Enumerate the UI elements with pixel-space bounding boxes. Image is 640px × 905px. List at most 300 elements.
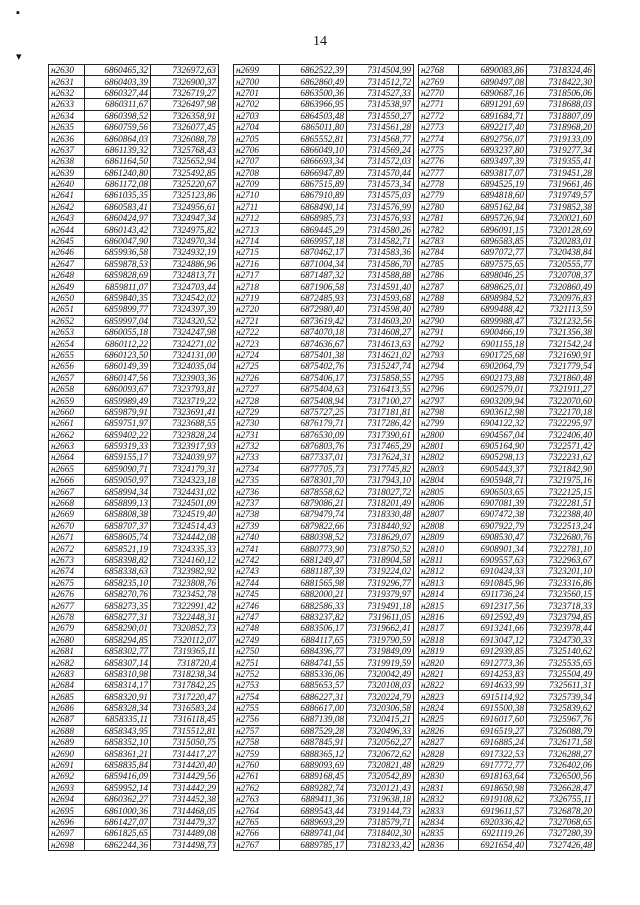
x-coordinate-cell: 6903209,94 [459,395,527,406]
y-coordinate-cell: 7322991,42 [151,600,219,611]
point-id-cell: н2719 [234,292,280,303]
point-id-cell: н2777 [419,167,459,178]
x-coordinate-cell: 6899488,42 [459,304,527,315]
x-coordinate-cell: 6886227,31 [280,691,347,702]
table-row [419,178,595,189]
x-coordinate-cell: 6905443,37 [459,463,527,474]
y-coordinate-cell: 7321232,56 [527,315,595,326]
y-coordinate-cell: 7316413,55 [347,383,414,394]
y-coordinate-cell: 7320438,84 [527,247,595,258]
x-coordinate-cell: 6875402,76 [280,361,347,372]
x-coordinate-cell: 6879479,74 [280,509,347,520]
x-coordinate-cell: 6890083,86 [459,65,527,76]
y-coordinate-cell: 7314468,05 [151,805,219,816]
x-coordinate-cell: 6859751,97 [85,418,151,429]
x-coordinate-cell: 6905298,13 [459,452,527,463]
point-id-cell: н2752 [234,668,280,679]
x-coordinate-cell: 6858605,74 [85,532,151,543]
x-coordinate-cell: 6874636,67 [280,338,347,349]
point-id-cell: н2637 [49,144,85,155]
table-row [419,190,595,201]
table-row [419,121,595,132]
table-row [419,418,595,429]
y-coordinate-cell: 7323691,41 [151,406,219,417]
table-row [419,839,595,850]
y-coordinate-cell: 7318440,92 [347,520,414,531]
table-row [49,509,219,520]
y-coordinate-cell: 7319749,57 [527,190,595,201]
x-coordinate-cell: 6889543,44 [280,805,347,816]
point-id-cell: н2721 [234,315,280,326]
point-id-cell: н2741 [234,543,280,554]
y-coordinate-cell: 7314561,28 [347,121,414,132]
y-coordinate-cell: 7324519,40 [151,509,219,520]
y-coordinate-cell: 7322070,60 [527,395,595,406]
x-coordinate-cell: 6892217,40 [459,121,527,132]
table-row [49,338,219,349]
x-coordinate-cell: 6866693,34 [280,156,347,167]
point-id-cell: н2680 [49,634,85,645]
point-id-cell: н2646 [49,247,85,258]
x-coordinate-cell: 6875401,38 [280,349,347,360]
point-id-cell: н2821 [419,668,459,679]
y-coordinate-cell: 7314588,88 [347,270,414,281]
table-row [419,224,595,235]
point-id-cell: н2638 [49,156,85,167]
table-row [419,258,595,269]
y-coordinate-cell: 7323808,76 [151,577,219,588]
x-coordinate-cell: 6889693,29 [280,816,347,827]
point-id-cell: н2809 [419,532,459,543]
x-coordinate-cell: 6896583,85 [459,235,527,246]
x-coordinate-cell: 6897575,65 [459,258,527,269]
table-row [234,839,414,850]
table-row [49,543,219,554]
table-row [419,828,595,839]
point-id-cell: н2675 [49,577,85,588]
y-coordinate-cell: 7324035,04 [151,361,219,372]
y-coordinate-cell: 7324703,44 [151,281,219,292]
table-row [49,87,219,98]
table-row [419,782,595,793]
table-row [49,691,219,702]
y-coordinate-cell: 7317745,82 [347,463,414,474]
point-id-cell: н2801 [419,440,459,451]
table-row [49,839,219,850]
point-id-cell: н2674 [49,566,85,577]
point-id-cell: н2753 [234,680,280,691]
table-row [234,611,414,622]
point-id-cell: н2641 [49,190,85,201]
point-id-cell: н2683 [49,668,85,679]
x-coordinate-cell: 6859840,35 [85,292,151,303]
point-id-cell: н2789 [419,304,459,315]
table-row [234,315,414,326]
point-id-cell: н2823 [419,691,459,702]
x-coordinate-cell: 6893237,80 [459,144,527,155]
x-coordinate-cell: 6896091,15 [459,224,527,235]
point-id-cell: н2748 [234,623,280,634]
x-coordinate-cell: 6863966,95 [280,99,347,110]
table-row [49,440,219,451]
table-row [234,645,414,656]
table-row [419,725,595,736]
x-coordinate-cell: 6918650,98 [459,782,527,793]
point-id-cell: н2660 [49,406,85,417]
point-id-cell: н2798 [419,406,459,417]
x-coordinate-cell: 6858290,01 [85,623,151,634]
y-coordinate-cell: 7317100,27 [347,395,414,406]
x-coordinate-cell: 6861164,50 [85,156,151,167]
table-row [234,87,414,98]
point-id-cell: н2712 [234,213,280,224]
table-row [234,463,414,474]
point-id-cell: н2831 [419,782,459,793]
y-coordinate-cell: 7314479,37 [151,816,219,827]
table-row [419,543,595,554]
table-row [234,372,414,383]
y-coordinate-cell: 7323828,24 [151,429,219,440]
table-row [234,429,414,440]
table-row [419,680,595,691]
x-coordinate-cell: 6905164,90 [459,440,527,451]
table-row [419,167,595,178]
point-id-cell: н2737 [234,497,280,508]
table-row [49,247,219,258]
x-coordinate-cell: 6860864,03 [85,133,151,144]
table-row [49,634,219,645]
x-coordinate-cell: 6869957,18 [280,235,347,246]
y-coordinate-cell: 7325739,34 [527,691,595,702]
point-id-cell: н2766 [234,828,280,839]
y-coordinate-cell: 7324970,34 [151,235,219,246]
table-row [49,828,219,839]
table-row [49,326,219,337]
table-row [49,588,219,599]
table-row [419,440,595,451]
y-coordinate-cell: 7320108,03 [347,680,414,691]
y-coordinate-cell: 7324271,02 [151,338,219,349]
table-row [49,657,219,668]
x-coordinate-cell: 6907081,39 [459,497,527,508]
point-id-cell: н2714 [234,235,280,246]
x-coordinate-cell: 6914633,99 [459,680,527,691]
y-coordinate-cell: 7321113,59 [527,304,595,315]
y-coordinate-cell: 7319790,59 [347,634,414,645]
table-row [419,463,595,474]
point-id-cell: н2814 [419,588,459,599]
y-coordinate-cell: 7314429,56 [151,771,219,782]
table-row [234,247,414,258]
point-id-cell: н2733 [234,452,280,463]
point-id-cell: н2726 [234,372,280,383]
table-row [419,771,595,782]
point-id-cell: н2685 [49,691,85,702]
y-coordinate-cell: 7324039,97 [151,452,219,463]
y-coordinate-cell: 7314570,44 [347,167,414,178]
y-coordinate-cell: 7327426,48 [527,839,595,850]
table-row [419,406,595,417]
y-coordinate-cell: 7326755,11 [527,794,595,805]
table-row [234,121,414,132]
y-coordinate-cell: 7326878,20 [527,805,595,816]
table-row [49,270,219,281]
point-id-cell: н2631 [49,76,85,87]
point-id-cell: н2790 [419,315,459,326]
y-coordinate-cell: 7322448,31 [151,611,219,622]
table-row [419,99,595,110]
table-row [234,725,414,736]
x-coordinate-cell: 6860583,41 [85,201,151,212]
table-row [49,372,219,383]
y-coordinate-cell: 7314498,73 [151,839,219,850]
point-id-cell: н2672 [49,543,85,554]
y-coordinate-cell: 7319611,05 [347,611,414,622]
table-row [234,623,414,634]
y-coordinate-cell: 7323560,15 [527,588,595,599]
table-row [419,486,595,497]
x-coordinate-cell: 6858899,13 [85,497,151,508]
point-id-cell: н2804 [419,475,459,486]
x-coordinate-cell: 6873619,42 [280,315,347,326]
x-coordinate-cell: 6910424,33 [459,566,527,577]
point-id-cell: н2645 [49,235,85,246]
table-row [49,463,219,474]
point-id-cell: н2784 [419,247,459,258]
point-id-cell: н2757 [234,725,280,736]
x-coordinate-cell: 6889093,69 [280,759,347,770]
y-coordinate-cell: 7320021,60 [527,213,595,224]
x-coordinate-cell: 6866049,10 [280,144,347,155]
y-coordinate-cell: 7319451,28 [527,167,595,178]
table-row [234,532,414,543]
table-row [49,566,219,577]
y-coordinate-cell: 7323201,10 [527,566,595,577]
point-id-cell: н2816 [419,611,459,622]
x-coordinate-cell: 6858994,34 [85,486,151,497]
y-coordinate-cell: 7321975,16 [527,475,595,486]
y-coordinate-cell: 7324813,71 [151,270,219,281]
y-coordinate-cell: 7318402,30 [347,828,414,839]
table-row [234,349,414,360]
table-row [49,304,219,315]
point-id-cell: н2669 [49,509,85,520]
point-id-cell: н2704 [234,121,280,132]
point-id-cell: н2667 [49,486,85,497]
point-id-cell: н2635 [49,121,85,132]
y-coordinate-cell: 7321911,27 [527,383,595,394]
x-coordinate-cell: 6865552,81 [280,133,347,144]
point-id-cell: н2739 [234,520,280,531]
point-id-cell: н2825 [419,714,459,725]
point-id-cell: н2689 [49,737,85,748]
table-row [419,577,595,588]
x-coordinate-cell: 6872485,93 [280,292,347,303]
x-coordinate-cell: 6859878,53 [85,258,151,269]
x-coordinate-cell: 6889168,45 [280,771,347,782]
x-coordinate-cell: 6860403,39 [85,76,151,87]
point-id-cell: н2650 [49,292,85,303]
y-coordinate-cell: 7326088,79 [527,725,595,736]
point-id-cell: н2666 [49,475,85,486]
y-coordinate-cell: 7325140,62 [527,645,595,656]
x-coordinate-cell: 6912592,49 [459,611,527,622]
table-row [419,452,595,463]
table-row [234,395,414,406]
x-coordinate-cell: 6898984,52 [459,292,527,303]
table-row [419,270,595,281]
table-row [234,520,414,531]
point-id-cell: н2736 [234,486,280,497]
table-row [49,611,219,622]
point-id-cell: н2686 [49,702,85,713]
y-coordinate-cell: 7319224,02 [347,566,414,577]
table-row [49,702,219,713]
table-row [419,213,595,224]
coordinates-table-1 [48,64,219,851]
point-id-cell: н2656 [49,361,85,372]
y-coordinate-cell: 7324397,39 [151,304,219,315]
x-coordinate-cell: 6859416,09 [85,771,151,782]
table-row [234,668,414,679]
x-coordinate-cell: 6860055,18 [85,326,151,337]
x-coordinate-cell: 6884396,77 [280,645,347,656]
table-row [419,133,595,144]
y-coordinate-cell: 7322406,40 [527,429,595,440]
table-row [49,680,219,691]
y-coordinate-cell: 7319849,09 [347,645,414,656]
table-row [419,611,595,622]
table-row [49,395,219,406]
table-row [419,759,595,770]
table-row [419,361,595,372]
y-coordinate-cell: 7322963,67 [527,554,595,565]
table-row [49,794,219,805]
point-id-cell: н2734 [234,463,280,474]
y-coordinate-cell: 7318968,20 [527,121,595,132]
y-coordinate-cell: 7314576,99 [347,201,414,212]
point-id-cell: н2780 [419,201,459,212]
y-coordinate-cell: 7314442,29 [151,782,219,793]
table-row [234,497,414,508]
table-row [419,588,595,599]
table-row [419,87,595,98]
x-coordinate-cell: 6902579,01 [459,383,527,394]
y-coordinate-cell: 7314583,36 [347,247,414,258]
table-row [234,361,414,372]
x-coordinate-cell: 6886617,00 [280,702,347,713]
point-id-cell: н2751 [234,657,280,668]
table-row [234,178,414,189]
x-coordinate-cell: 6858320,91 [85,691,151,702]
x-coordinate-cell: 6859050,97 [85,475,151,486]
x-coordinate-cell: 6894525,19 [459,178,527,189]
x-coordinate-cell: 6875727,25 [280,406,347,417]
x-coordinate-cell: 6860398,52 [85,110,151,121]
x-coordinate-cell: 6877705,73 [280,463,347,474]
point-id-cell: н2659 [49,395,85,406]
point-id-cell: н2774 [419,133,459,144]
y-coordinate-cell: 7314538,97 [347,99,414,110]
y-coordinate-cell: 7314613,63 [347,338,414,349]
y-coordinate-cell: 7323903,36 [151,372,219,383]
x-coordinate-cell: 6904567,04 [459,429,527,440]
x-coordinate-cell: 6891684,71 [459,110,527,121]
table-row [234,406,414,417]
table-row [49,532,219,543]
point-id-cell: н2768 [419,65,459,76]
x-coordinate-cell: 6867910,89 [280,190,347,201]
y-coordinate-cell: 7317220,47 [151,691,219,702]
y-coordinate-cell: 7317943,10 [347,475,414,486]
x-coordinate-cell: 6913047,12 [459,634,527,645]
point-id-cell: н2817 [419,623,459,634]
x-coordinate-cell: 6860759,56 [85,121,151,132]
y-coordinate-cell: 7325652,94 [151,156,219,167]
point-id-cell: н2654 [49,338,85,349]
x-coordinate-cell: 6874070,18 [280,326,347,337]
table-row [234,110,414,121]
point-id-cell: н2657 [49,372,85,383]
x-coordinate-cell: 6888365,12 [280,748,347,759]
point-id-cell: н2695 [49,805,85,816]
y-coordinate-cell: 7322388,40 [527,509,595,520]
x-coordinate-cell: 6859319,33 [85,440,151,451]
table-row [234,167,414,178]
y-coordinate-cell: 7326171,58 [527,737,595,748]
table-row [234,258,414,269]
table-row [49,737,219,748]
y-coordinate-cell: 7325123,86 [151,190,219,201]
table-row [419,532,595,543]
table-row [419,805,595,816]
table-row [234,805,414,816]
x-coordinate-cell: 6892756,07 [459,133,527,144]
point-id-cell: н2770 [419,87,459,98]
point-id-cell: н2732 [234,440,280,451]
x-coordinate-cell: 6912773,36 [459,657,527,668]
point-id-cell: н2806 [419,497,459,508]
y-coordinate-cell: 7318904,58 [347,554,414,565]
table-row [419,395,595,406]
y-coordinate-cell: 7321542,24 [527,338,595,349]
table-row [234,543,414,554]
y-coordinate-cell: 7314591,40 [347,281,414,292]
point-id-cell: н2744 [234,577,280,588]
point-id-cell: н2749 [234,634,280,645]
x-coordinate-cell: 6913241,66 [459,623,527,634]
x-coordinate-cell: 6895726,94 [459,213,527,224]
y-coordinate-cell: 7318201,49 [347,497,414,508]
x-coordinate-cell: 6861035,35 [85,190,151,201]
y-coordinate-cell: 7326077,45 [151,121,219,132]
y-coordinate-cell: 7326288,27 [527,748,595,759]
table-row [234,657,414,668]
y-coordinate-cell: 7327280,39 [527,828,595,839]
y-coordinate-cell: 7317842,25 [151,680,219,691]
point-id-cell: н2643 [49,213,85,224]
table-row [49,383,219,394]
table-row [234,99,414,110]
x-coordinate-cell: 6859952,14 [85,782,151,793]
table-row [419,292,595,303]
y-coordinate-cell: 7326628,47 [527,782,595,793]
point-id-cell: н2681 [49,645,85,656]
point-id-cell: н2710 [234,190,280,201]
x-coordinate-cell: 6858335,11 [85,714,151,725]
point-id-cell: н2800 [419,429,459,440]
x-coordinate-cell: 6884117,65 [280,634,347,645]
